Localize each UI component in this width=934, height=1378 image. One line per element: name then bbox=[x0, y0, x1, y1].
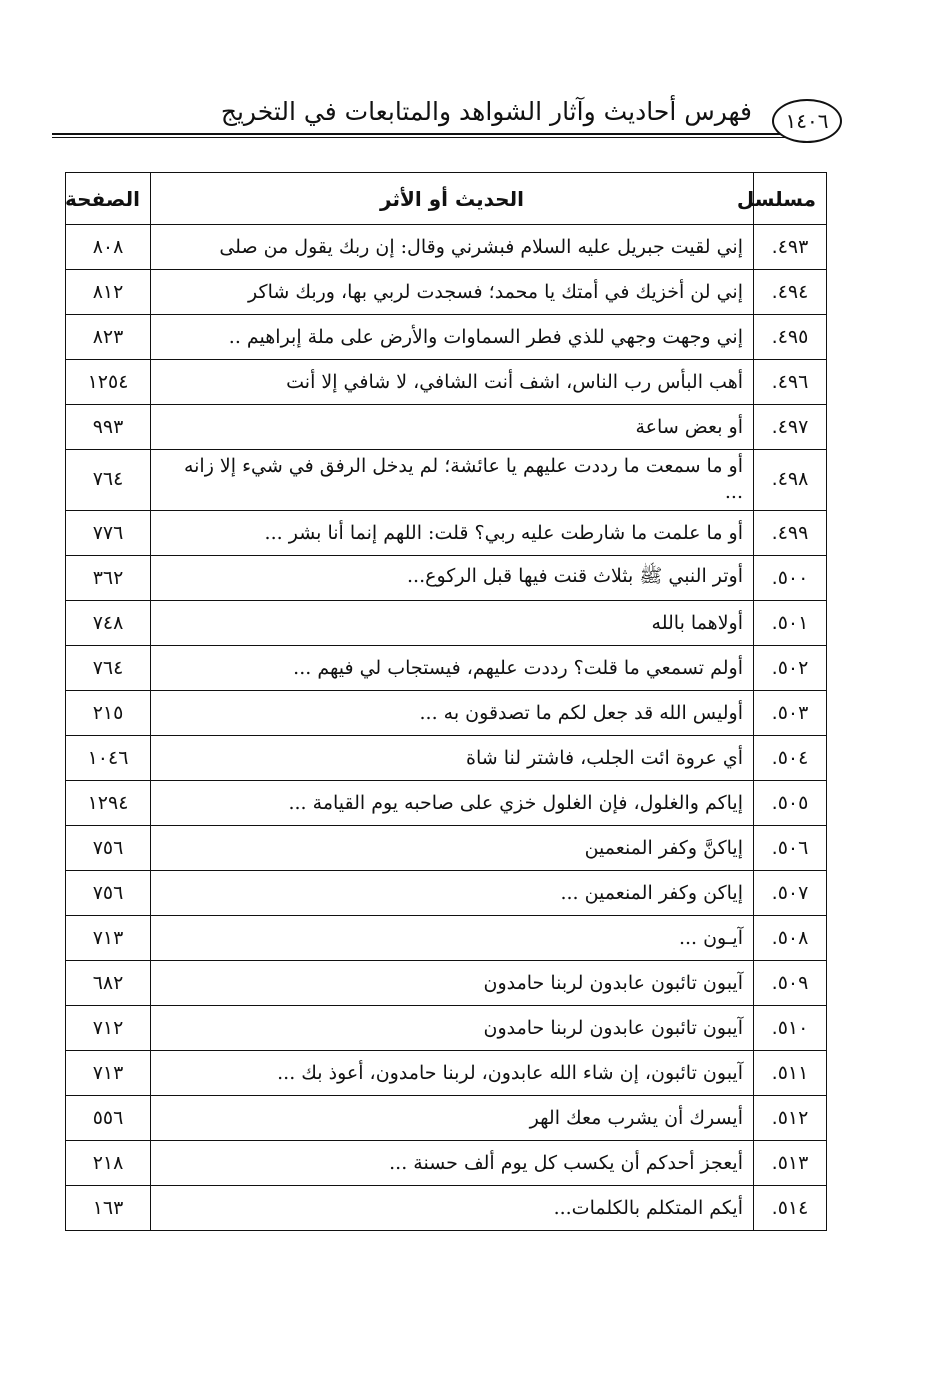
column-header-text: الحديث أو الأثر bbox=[151, 173, 754, 225]
table-row bbox=[66, 781, 827, 826]
hadith-text-cell: إياكنَّ وكفر المنعمين bbox=[151, 826, 754, 871]
hadith-text-cell: أولم تسمعي ما قلت؟ رددت عليهم، فيستجاب لي فيهم ... bbox=[151, 646, 754, 691]
table-row bbox=[66, 1186, 827, 1231]
page-cell: ٥٥٦ bbox=[66, 1096, 151, 1141]
serial-cell: ٥٠٤. bbox=[754, 736, 827, 781]
page-cell: ٧١٢ bbox=[66, 1006, 151, 1051]
hadith-text-cell: أيعجز أحدكم أن يكسب كل يوم ألف حسنة ... bbox=[151, 1141, 754, 1186]
page-cell: ١٢٥٤ bbox=[66, 360, 151, 405]
table-row bbox=[66, 511, 827, 556]
table-row bbox=[66, 450, 827, 511]
serial-cell: ٥٠٩. bbox=[754, 961, 827, 1006]
hadith-text-cell: أوتر النبي ﷺ بثلاث قنت فيها قبل الركوع... bbox=[151, 556, 754, 601]
hadith-text-cell: إني وجهت وجهي للذي فطر السماوات والأرض على ملة إبراهيم .. bbox=[151, 315, 754, 360]
hadith-text-cell: أولاهما بالله bbox=[151, 601, 754, 646]
hadith-text-cell: أوليس الله قد جعل لكم ما تصدقون به ... bbox=[151, 691, 754, 736]
column-header-serial: مسلسل bbox=[754, 173, 827, 225]
serial-cell: ٥٠٣. bbox=[754, 691, 827, 736]
page-cell: ٧١٣ bbox=[66, 916, 151, 961]
table-row bbox=[66, 225, 827, 270]
table-row bbox=[66, 601, 827, 646]
serial-cell: ٥١١. bbox=[754, 1051, 827, 1096]
serial-cell: ٤٩٩. bbox=[754, 511, 827, 556]
column-header-page: الصفحة bbox=[66, 173, 151, 225]
table-row bbox=[66, 1006, 827, 1051]
table-row bbox=[66, 405, 827, 450]
hadith-text-cell: إياكم والغلول، فإن الغلول خزي على صاحبه يوم القيامة ... bbox=[151, 781, 754, 826]
table-header-row bbox=[66, 173, 827, 225]
table-row bbox=[66, 916, 827, 961]
page-number-badge: ١٤٠٦ bbox=[772, 99, 842, 143]
hadith-text-cell: أيكم المتكلم بالكلمات... bbox=[151, 1186, 754, 1231]
page-title: فهرس أحاديث وآثار الشواهد والمتابعات في التخريج bbox=[220, 97, 752, 126]
table-row bbox=[66, 1141, 827, 1186]
serial-cell: ٥١٢. bbox=[754, 1096, 827, 1141]
page-cell: ١٢٩٤ bbox=[66, 781, 151, 826]
page-cell: ٧٥٦ bbox=[66, 826, 151, 871]
serial-cell: ٥٠٧. bbox=[754, 871, 827, 916]
page-cell: ٧١٣ bbox=[66, 1051, 151, 1096]
page-cell: ٦٨٢ bbox=[66, 961, 151, 1006]
serial-cell: ٥١٠. bbox=[754, 1006, 827, 1051]
serial-cell: ٤٩٥. bbox=[754, 315, 827, 360]
hadith-text-cell: إني لقيت جبريل عليه السلام فبشرني وقال: إن ربك يقول من صلى bbox=[151, 225, 754, 270]
table-row bbox=[66, 1051, 827, 1096]
header-rule bbox=[52, 133, 812, 138]
page-cell: ٧٥٦ bbox=[66, 871, 151, 916]
table-row bbox=[66, 961, 827, 1006]
serial-cell: ٥٠١. bbox=[754, 601, 827, 646]
hadith-text-cell: أهب البأس رب الناس، اشف أنت الشافي، لا شافي إلا أنت bbox=[151, 360, 754, 405]
hadith-text-cell: أو ما سمعت ما رددت عليهم يا عائشة؛ لم يدخل الرفق في شيء إلا زانه ... bbox=[151, 450, 754, 511]
page-cell: ٢١٨ bbox=[66, 1141, 151, 1186]
hadith-text-cell: أو بعض ساعة bbox=[151, 405, 754, 450]
hadith-text-cell: أو ما علمت ما شارطت عليه ربي؟ قلت: اللهم إنما أنا بشر ... bbox=[151, 511, 754, 556]
table-row bbox=[66, 315, 827, 360]
table-row bbox=[66, 270, 827, 315]
table-row bbox=[66, 646, 827, 691]
serial-cell: ٥٠٢. bbox=[754, 646, 827, 691]
serial-cell: ٤٩٧. bbox=[754, 405, 827, 450]
hadith-text-cell: أيسرك أن يشرب معك الهر bbox=[151, 1096, 754, 1141]
table-row bbox=[66, 691, 827, 736]
page-cell: ١٠٤٦ bbox=[66, 736, 151, 781]
serial-cell: ٤٩٤. bbox=[754, 270, 827, 315]
page-cell: ٩٩٣ bbox=[66, 405, 151, 450]
serial-cell: ٥١٣. bbox=[754, 1141, 827, 1186]
table-row bbox=[66, 871, 827, 916]
serial-cell: ٥٠٨. bbox=[754, 916, 827, 961]
hadith-text-cell: آيبون تائبون، إن شاء الله عابدون، لربنا حامدون، أعوذ بك ... bbox=[151, 1051, 754, 1096]
page-cell: ٨٢٣ bbox=[66, 315, 151, 360]
hadith-text-cell: آيبون تائبون عابدون لربنا حامدون bbox=[151, 1006, 754, 1051]
serial-cell: ٥١٤. bbox=[754, 1186, 827, 1231]
hadith-text-cell: إياكن وكفر المنعمين ... bbox=[151, 871, 754, 916]
hadith-text-cell: آيـون ... bbox=[151, 916, 754, 961]
page-cell: ١٦٣ bbox=[66, 1186, 151, 1231]
page-cell: ٧٤٨ bbox=[66, 601, 151, 646]
serial-cell: ٤٩٨. bbox=[754, 450, 827, 511]
serial-cell: ٥٠٠. bbox=[754, 556, 827, 601]
serial-cell: ٤٩٣. bbox=[754, 225, 827, 270]
table-row bbox=[66, 556, 827, 601]
table-row bbox=[66, 826, 827, 871]
page-cell: ٢١٥ bbox=[66, 691, 151, 736]
page-cell: ٣٦٢ bbox=[66, 556, 151, 601]
page-cell: ٧٦٤ bbox=[66, 646, 151, 691]
page-header bbox=[52, 95, 842, 145]
hadith-text-cell: إني لن أخزيك في أمتك يا محمد؛ فسجدت لربي بها، وربك شاكر bbox=[151, 270, 754, 315]
page-cell: ٨٠٨ bbox=[66, 225, 151, 270]
page-cell: ٧٧٦ bbox=[66, 511, 151, 556]
hadith-text-cell: آيبون تائبون عابدون لربنا حامدون bbox=[151, 961, 754, 1006]
page-cell: ٨١٢ bbox=[66, 270, 151, 315]
serial-cell: ٥٠٥. bbox=[754, 781, 827, 826]
serial-cell: ٤٩٦. bbox=[754, 360, 827, 405]
page-cell: ٧٦٤ bbox=[66, 450, 151, 511]
hadith-text-cell: أي عروة ائت الجلب، فاشتر لنا شاة bbox=[151, 736, 754, 781]
table-row bbox=[66, 1096, 827, 1141]
serial-cell: ٥٠٦. bbox=[754, 826, 827, 871]
table-row bbox=[66, 736, 827, 781]
table-row bbox=[66, 360, 827, 405]
hadith-index-table bbox=[65, 172, 827, 1231]
